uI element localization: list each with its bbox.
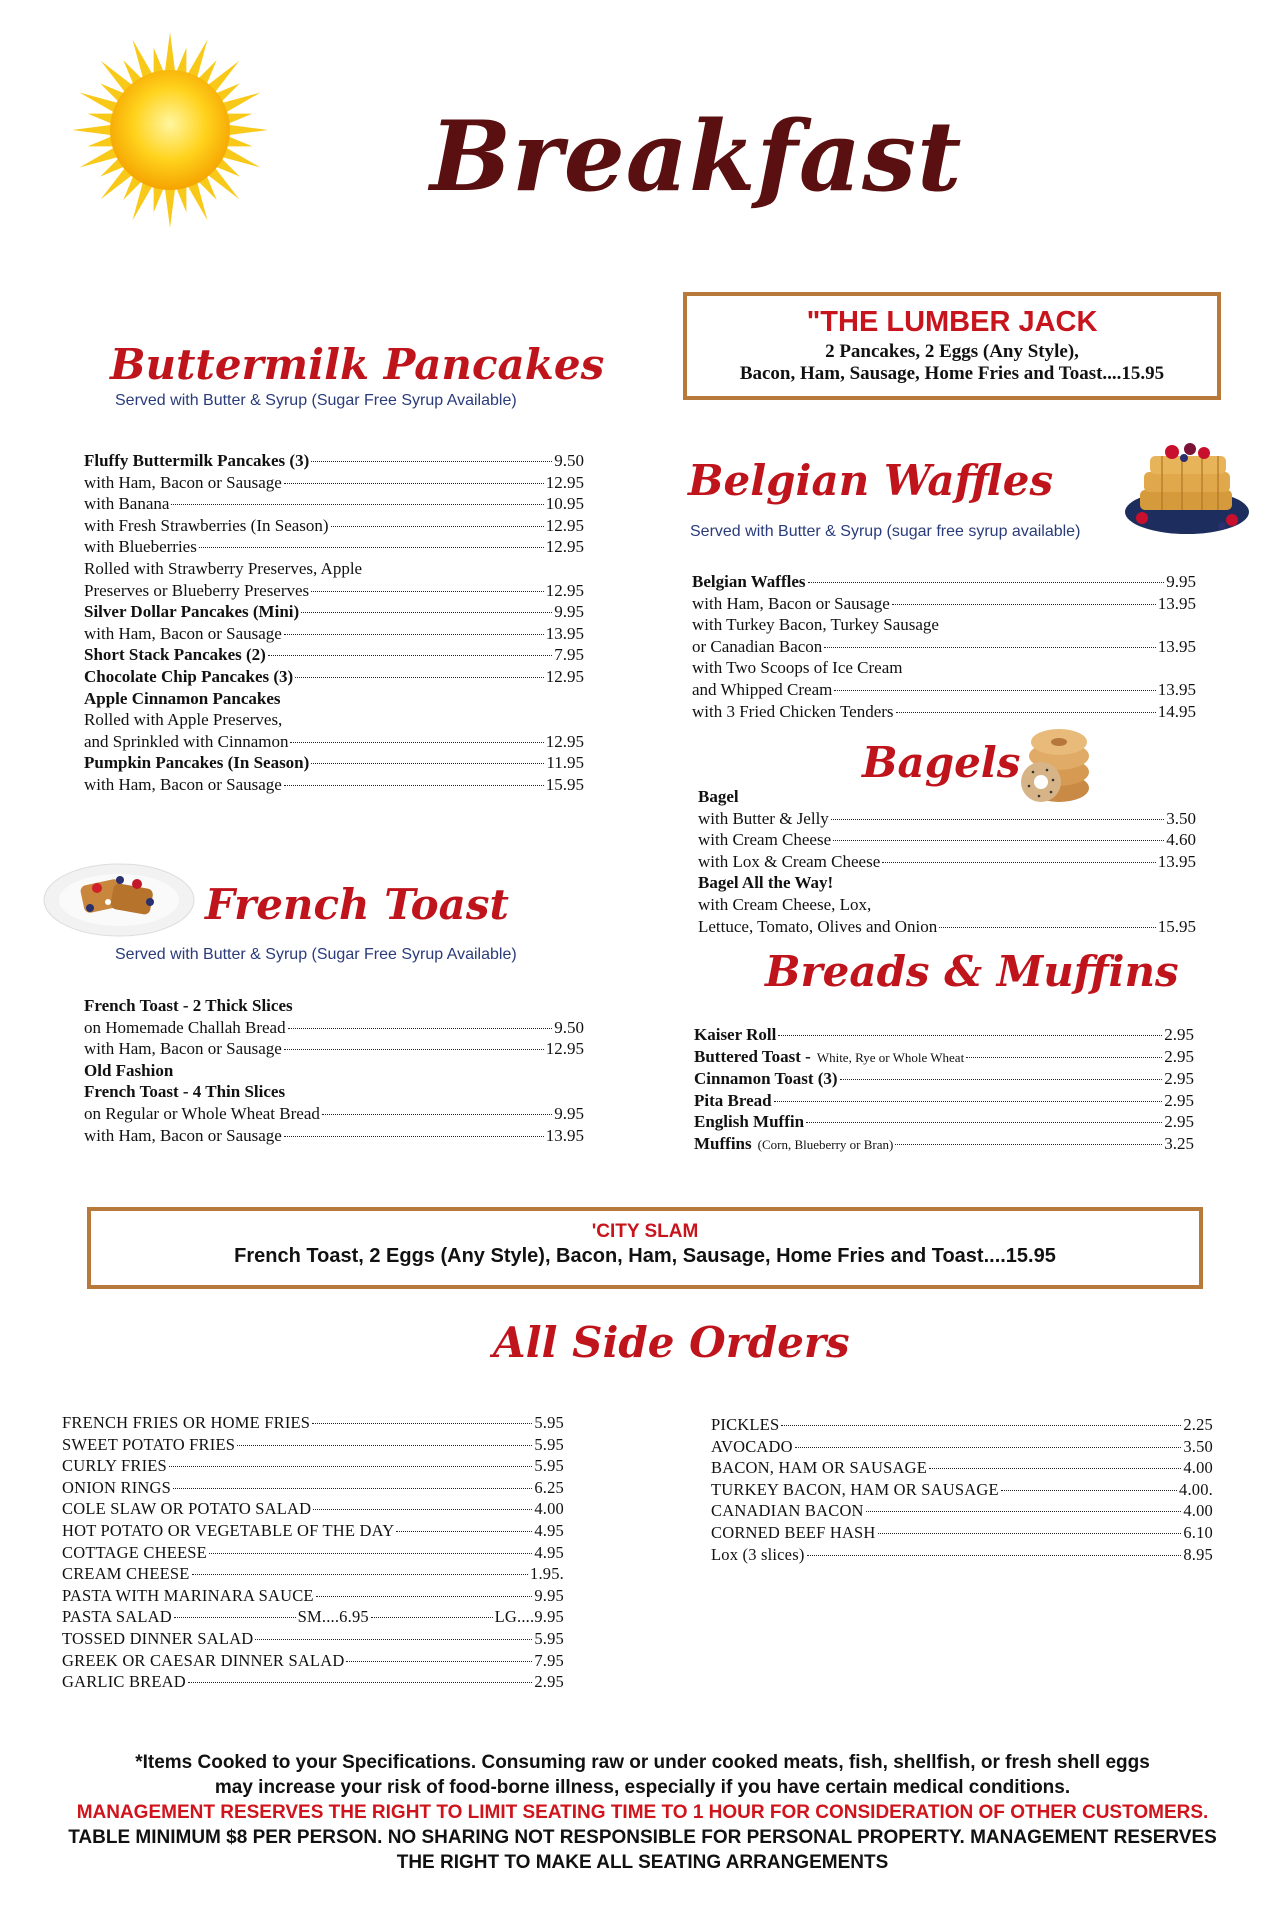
- item-price: 6.10: [1183, 1522, 1213, 1542]
- item-name: AVOCADO: [711, 1436, 793, 1456]
- menu-text: Old Fashion: [84, 1060, 174, 1080]
- pancakes-subtitle: Served with Butter & Syrup (Sugar Free Syrup Available): [115, 392, 517, 409]
- item-price: 2.95: [1164, 1025, 1194, 1044]
- menu-item: [84, 536, 584, 558]
- dot-leader: [824, 647, 1155, 648]
- menu-item: [84, 666, 584, 688]
- menu-item: [698, 851, 1196, 873]
- dot-leader: [346, 1661, 532, 1662]
- sun-ray: [154, 186, 164, 213]
- dot-leader: [174, 1617, 296, 1618]
- item-name: with Fresh Strawberries (In Season): [84, 515, 329, 535]
- dot-leader: [284, 483, 544, 484]
- menu-text: with Turkey Bacon, Turkey Sausage: [692, 615, 939, 635]
- item-price: 4.00: [1183, 1501, 1213, 1521]
- dot-leader: [295, 677, 544, 678]
- item-name: Kaiser Roll: [694, 1025, 777, 1044]
- item-price: 4.00.: [1179, 1479, 1213, 1499]
- item-price: 1.95.: [530, 1564, 564, 1584]
- item-price: 2.95: [1164, 1090, 1194, 1110]
- item-name: Belgian Waffles: [692, 572, 806, 591]
- menu-item: [62, 1434, 564, 1456]
- menu-item: [62, 1455, 564, 1477]
- dot-leader: [301, 612, 552, 613]
- menu-item: [692, 679, 1196, 701]
- item-price: 13.95: [1157, 593, 1196, 613]
- menu-item: [62, 1606, 564, 1628]
- menu-text: Rolled with Strawberry Preserves, Apple: [84, 558, 363, 578]
- sun-ray: [176, 186, 186, 213]
- menu-text: Rolled with Apple Preserves,: [84, 710, 283, 730]
- menu-item: [84, 774, 584, 796]
- dot-leader: [778, 1035, 1162, 1036]
- menu-item: [711, 1522, 1213, 1544]
- item-name: BACON, HAM OR SAUSAGE: [711, 1458, 927, 1478]
- item-name: English Muffin: [694, 1112, 805, 1132]
- item-price: 9.95: [554, 1103, 584, 1123]
- dot-leader: [795, 1447, 1182, 1448]
- item-name: SWEET POTATO FRIES: [62, 1434, 236, 1454]
- lumber-jack-line1: 2 Pancakes, 2 Eggs (Any Style),: [825, 341, 1079, 362]
- item-name: on Homemade Challah Bread: [84, 1017, 286, 1037]
- menu-item: [84, 472, 584, 494]
- footer-line1: *Items Cooked to your Specifications. Consuming raw or under cooked meats, fish, shellfish, or fresh shell eggs: [135, 1752, 1150, 1773]
- item-name: and Whipped Cream: [692, 679, 833, 699]
- item-price-small: SM....6.95: [297, 1607, 369, 1627]
- dot-leader: [284, 1049, 544, 1050]
- item-price: 2.95: [534, 1672, 564, 1692]
- item-name: with Banana: [84, 494, 170, 514]
- item-price: 3.50: [1166, 808, 1196, 828]
- item-price: 9.50: [554, 1017, 584, 1037]
- item-price: 2.25: [1183, 1415, 1213, 1434]
- menu-item: [694, 1024, 1194, 1046]
- item-price: 4.95: [534, 1520, 564, 1540]
- menu-item: [711, 1500, 1213, 1522]
- item-price: 5.95: [534, 1434, 564, 1454]
- menu-item: [694, 1111, 1194, 1133]
- sun-ray: [165, 32, 175, 72]
- dot-leader: [371, 1617, 493, 1618]
- item-name: TOSSED DINNER SALAD: [62, 1628, 254, 1648]
- menu-item: [62, 1585, 564, 1607]
- menu-item: [692, 636, 1196, 658]
- menu-item: [84, 1125, 584, 1147]
- item-price: 15.95: [545, 774, 584, 794]
- item-price: 11.95: [546, 753, 584, 773]
- item-price: 12.95: [545, 537, 584, 557]
- dot-leader: [1001, 1490, 1177, 1491]
- dot-leader: [284, 785, 544, 786]
- dot-leader: [878, 1533, 1182, 1534]
- footer-line2: may increase your risk of food-borne illness, especially if you have certain medical conditions.: [214, 1777, 1071, 1798]
- dot-leader: [290, 742, 543, 743]
- bagels-list: [698, 786, 1196, 937]
- item-price: 2.95: [1164, 1112, 1194, 1132]
- dot-leader: [188, 1682, 532, 1683]
- menu-item: [62, 1498, 564, 1520]
- item-price: 13.95: [545, 1125, 584, 1145]
- item-price: 13.95: [1157, 851, 1196, 871]
- item-name: with Lox & Cream Cheese: [698, 851, 881, 871]
- menu-text: French Toast - 4 Thin Slices: [84, 1082, 286, 1102]
- dot-leader: [807, 1555, 1182, 1556]
- menu-item: [692, 571, 1196, 593]
- sun-ray: [226, 136, 253, 146]
- menu-item: [84, 1017, 584, 1039]
- pancakes-title: Buttermilk Pancakes: [110, 340, 605, 389]
- sun-ray: [72, 125, 112, 135]
- bagels-title: Bagels: [862, 738, 1021, 787]
- item-name: Fluffy Buttermilk Pancakes (3): [84, 451, 310, 470]
- dot-leader: [311, 591, 544, 592]
- menu-item: [711, 1479, 1213, 1501]
- menu-item: [62, 1628, 564, 1650]
- item-name: PICKLES: [711, 1415, 780, 1434]
- menu-item: [84, 515, 584, 537]
- sun-ray: [228, 125, 268, 135]
- breads-list: [694, 1024, 1194, 1156]
- dot-leader: [316, 1596, 533, 1597]
- footer-line4: TABLE MINIMUM $8 PER PERSON. NO SHARING NOT RESPONSIBLE FOR PERSONAL PROPERTY. MANAGEMENT RESERVES: [68, 1827, 1217, 1848]
- item-price: 10.95: [545, 494, 584, 514]
- dot-leader: [311, 461, 552, 462]
- item-price: LG....9.95: [494, 1607, 564, 1627]
- dot-leader: [831, 819, 1164, 820]
- french-toast-list: [84, 995, 584, 1146]
- item-name: TURKEY BACON, HAM OR SAUSAGE: [711, 1479, 999, 1499]
- dot-leader: [169, 1466, 532, 1467]
- waffles-list: [692, 571, 1196, 722]
- waffles-subtitle: Served with Butter & Syrup (sugar free syrup available): [690, 523, 1081, 540]
- item-name: COTTAGE CHEESE: [62, 1542, 207, 1562]
- menu-item: [711, 1544, 1213, 1566]
- item-price: 5.95: [534, 1456, 564, 1476]
- item-price: 12.95: [545, 580, 584, 600]
- item-price: 5.95: [534, 1628, 564, 1648]
- menu-item: [84, 1038, 584, 1060]
- item-name: with Ham, Bacon or Sausage: [84, 472, 282, 492]
- menu-text: Bagel: [698, 787, 739, 806]
- dot-leader: [199, 547, 544, 548]
- sun-ray: [88, 136, 115, 146]
- dot-leader: [896, 712, 1156, 713]
- item-name: FRENCH FRIES OR HOME FRIES: [62, 1413, 311, 1432]
- item-price: 6.25: [534, 1477, 564, 1497]
- menu-item: [711, 1457, 1213, 1479]
- city-slam-box: [87, 1207, 1203, 1289]
- item-price: 14.95: [1157, 701, 1196, 721]
- dot-leader: [331, 526, 544, 527]
- item-name: Pumpkin Pancakes (In Season): [84, 753, 310, 773]
- item-name: Pita Bread: [694, 1090, 772, 1110]
- dot-leader: [192, 1574, 528, 1575]
- menu-item: [711, 1414, 1213, 1436]
- sides-left-list: [62, 1412, 564, 1693]
- menu-item: [84, 644, 584, 666]
- item-name: on Regular or Whole Wheat Bread: [84, 1103, 320, 1123]
- sun-ray: [226, 114, 253, 124]
- menu-text: Bagel All the Way!: [698, 873, 834, 893]
- item-price: 4.60: [1166, 830, 1196, 850]
- menu-item: [84, 731, 584, 753]
- item-price: 5.95: [534, 1413, 564, 1432]
- item-name: with Cream Cheese: [698, 830, 832, 850]
- menu-item: [84, 752, 584, 774]
- menu-item: [84, 623, 584, 645]
- footer-line3: MANAGEMENT RESERVES THE RIGHT TO LIMIT SEATING TIME TO 1 HOUR FOR CONSIDERATION OF OTHER CUSTOMERS.: [76, 1802, 1209, 1823]
- item-price: 2.95: [1164, 1046, 1194, 1066]
- menu-item: [694, 1068, 1194, 1090]
- item-name: CORNED BEEF HASH: [711, 1522, 876, 1542]
- waffles-title: Belgian Waffles: [688, 456, 1054, 505]
- dot-leader: [892, 604, 1156, 605]
- dot-leader: [311, 763, 544, 764]
- item-name: with Butter & Jelly: [698, 808, 829, 828]
- item-price: 9.95: [554, 602, 584, 622]
- footer-line5: THE RIGHT TO MAKE ALL SEATING ARRANGEMENTS: [396, 1852, 889, 1873]
- menu-item: [694, 1090, 1194, 1112]
- french-toast-title: French Toast: [205, 880, 509, 929]
- item-price: 2.95: [1164, 1069, 1194, 1089]
- item-price: 7.95: [534, 1650, 564, 1670]
- sides-title: All Side Orders: [493, 1318, 850, 1367]
- breads-title: Breads & Muffins: [765, 947, 1179, 996]
- item-name: Short Stack Pancakes (2): [84, 645, 266, 665]
- menu-item: [62, 1542, 564, 1564]
- item-name: with Ham, Bacon or Sausage: [84, 623, 282, 643]
- item-name: GARLIC BREAD: [62, 1672, 186, 1692]
- menu-item: [62, 1650, 564, 1672]
- item-price: 7.95: [554, 645, 584, 665]
- item-name: PASTA WITH MARINARA SAUCE: [62, 1585, 314, 1605]
- item-name: Lettuce, Tomato, Olives and Onion: [698, 916, 938, 936]
- menu-item: [84, 493, 584, 515]
- item-name: CURLY FRIES: [62, 1456, 167, 1476]
- menu-item: [692, 593, 1196, 615]
- item-name: ONION RINGS: [62, 1477, 171, 1497]
- item-price: 12.95: [545, 1039, 584, 1059]
- dot-leader: [781, 1425, 1181, 1426]
- item-name: CANADIAN BACON: [711, 1501, 864, 1521]
- item-price: 8.95: [1183, 1544, 1213, 1564]
- item-name: with Blueberries: [84, 537, 197, 557]
- menu-item: [698, 916, 1196, 938]
- item-name: with Ham, Bacon or Sausage: [84, 1039, 282, 1059]
- menu-item: [84, 601, 584, 623]
- menu-item: [698, 829, 1196, 851]
- sides-right-list: [711, 1414, 1213, 1565]
- dot-leader: [840, 1079, 1163, 1080]
- item-name: with Ham, Bacon or Sausage: [84, 1125, 282, 1145]
- dot-leader: [808, 582, 1165, 583]
- item-name: and Sprinkled with Cinnamon: [84, 731, 289, 751]
- item-name: with 3 Fried Chicken Tenders: [692, 701, 894, 721]
- dot-leader: [322, 1114, 552, 1115]
- item-price: 9.95: [534, 1585, 564, 1605]
- lumber-jack-line2: Bacon, Ham, Sausage, Home Fries and Toast....15.95: [739, 363, 1165, 384]
- dot-leader: [895, 1144, 1162, 1145]
- dot-leader: [882, 862, 1156, 863]
- dot-leader: [268, 655, 552, 656]
- item-name: GREEK OR CAESAR DINNER SALAD: [62, 1650, 345, 1670]
- waffles-icon: [1122, 440, 1252, 540]
- dot-leader: [312, 1423, 532, 1424]
- dot-leader: [313, 1509, 532, 1510]
- menu-item: [698, 808, 1196, 830]
- item-price: 12.95: [545, 515, 584, 535]
- item-price: 12.95: [545, 731, 584, 751]
- item-price: 4.00: [1183, 1458, 1213, 1478]
- item-price: 15.95: [1157, 916, 1196, 936]
- item-note: White, Rye or Whole Wheat: [816, 1049, 965, 1065]
- city-slam-line: French Toast, 2 Eggs (Any Style), Bacon, Ham, Sausage, Home Fries and Toast....15.95: [234, 1245, 1056, 1267]
- menu-item: [62, 1477, 564, 1499]
- dot-leader: [171, 504, 543, 505]
- item-price: 12.95: [545, 472, 584, 492]
- page-title: Breakfast: [430, 100, 963, 213]
- sun-ray: [88, 114, 115, 124]
- footer-notice: [40, 1750, 1245, 1875]
- menu-text: French Toast - 2 Thick Slices: [84, 996, 293, 1015]
- dot-leader: [288, 1028, 553, 1029]
- dot-leader: [396, 1531, 532, 1532]
- pancakes-list: [84, 450, 584, 796]
- item-name: CREAM CHEESE: [62, 1564, 190, 1584]
- item-name: HOT POTATO OR VEGETABLE OF THE DAY: [62, 1520, 395, 1540]
- dot-leader: [209, 1553, 532, 1554]
- item-price: 4.95: [534, 1542, 564, 1562]
- item-name: Muffins: [694, 1133, 752, 1153]
- sun-ray: [165, 188, 175, 228]
- item-price: 13.95: [1157, 636, 1196, 656]
- dot-leader: [284, 1136, 544, 1137]
- sun-ray: [154, 48, 164, 75]
- item-name: or Canadian Bacon: [692, 636, 823, 656]
- dot-leader: [806, 1122, 1162, 1123]
- menu-item: [62, 1412, 564, 1434]
- menu-item: [84, 580, 584, 602]
- dot-leader: [237, 1445, 532, 1446]
- menu-text: with Cream Cheese, Lox,: [698, 894, 872, 914]
- menu-item: [62, 1563, 564, 1585]
- item-name: Lox (3 slices): [711, 1544, 805, 1564]
- dot-leader: [284, 634, 544, 635]
- item-price: 9.95: [1166, 572, 1196, 591]
- dot-leader: [929, 1468, 1181, 1469]
- item-name: PASTA SALAD: [62, 1607, 172, 1627]
- item-name: Silver Dollar Pancakes (Mini): [84, 602, 300, 622]
- menu-item: [62, 1520, 564, 1542]
- item-price: 3.50: [1183, 1436, 1213, 1456]
- sun-icon: [70, 30, 270, 230]
- menu-item: [84, 1103, 584, 1125]
- lumber-jack-title: "THE LUMBER JACK: [806, 306, 1098, 338]
- item-note: (Corn, Blueberry or Bran): [757, 1136, 894, 1152]
- city-slam-title: 'CITY SLAM: [591, 1221, 699, 1242]
- menu-item: [84, 450, 584, 472]
- menu-text: Apple Cinnamon Pancakes: [84, 688, 281, 708]
- item-price: 13.95: [545, 623, 584, 643]
- dot-leader: [173, 1488, 532, 1489]
- lumber-jack-box: [683, 292, 1221, 400]
- item-price: 12.95: [545, 666, 584, 686]
- item-name: COLE SLAW OR POTATO SALAD: [62, 1499, 312, 1519]
- item-price: 13.95: [1157, 679, 1196, 699]
- dot-leader: [833, 840, 1164, 841]
- menu-text: with Two Scoops of Ice Cream: [692, 658, 903, 678]
- item-price: 9.50: [554, 451, 584, 470]
- dot-leader: [255, 1639, 532, 1640]
- item-name: with Ham, Bacon or Sausage: [692, 593, 890, 613]
- french-toast-subtitle: Served with Butter & Syrup (Sugar Free Syrup Available): [115, 946, 517, 963]
- item-name: with Ham, Bacon or Sausage: [84, 774, 282, 794]
- dot-leader: [966, 1057, 1162, 1058]
- french-toast-icon: [42, 858, 197, 938]
- item-price: 3.25: [1164, 1133, 1194, 1153]
- dot-leader: [834, 690, 1155, 691]
- dot-leader: [774, 1101, 1163, 1102]
- item-name: Chocolate Chip Pancakes (3): [84, 666, 294, 686]
- item-price: 4.00: [534, 1499, 564, 1519]
- item-name: Buttered Toast -: [694, 1046, 811, 1066]
- menu-item: [62, 1671, 564, 1693]
- menu-item: [694, 1046, 1194, 1069]
- menu-item: [692, 701, 1196, 723]
- sun-ray: [176, 48, 186, 75]
- dot-leader: [939, 927, 1155, 928]
- dot-leader: [866, 1511, 1182, 1512]
- menu-item: [711, 1436, 1213, 1458]
- menu-item: [694, 1133, 1194, 1156]
- item-name: Preserves or Blueberry Preserves: [84, 580, 310, 600]
- item-name: Cinnamon Toast (3): [694, 1069, 838, 1089]
